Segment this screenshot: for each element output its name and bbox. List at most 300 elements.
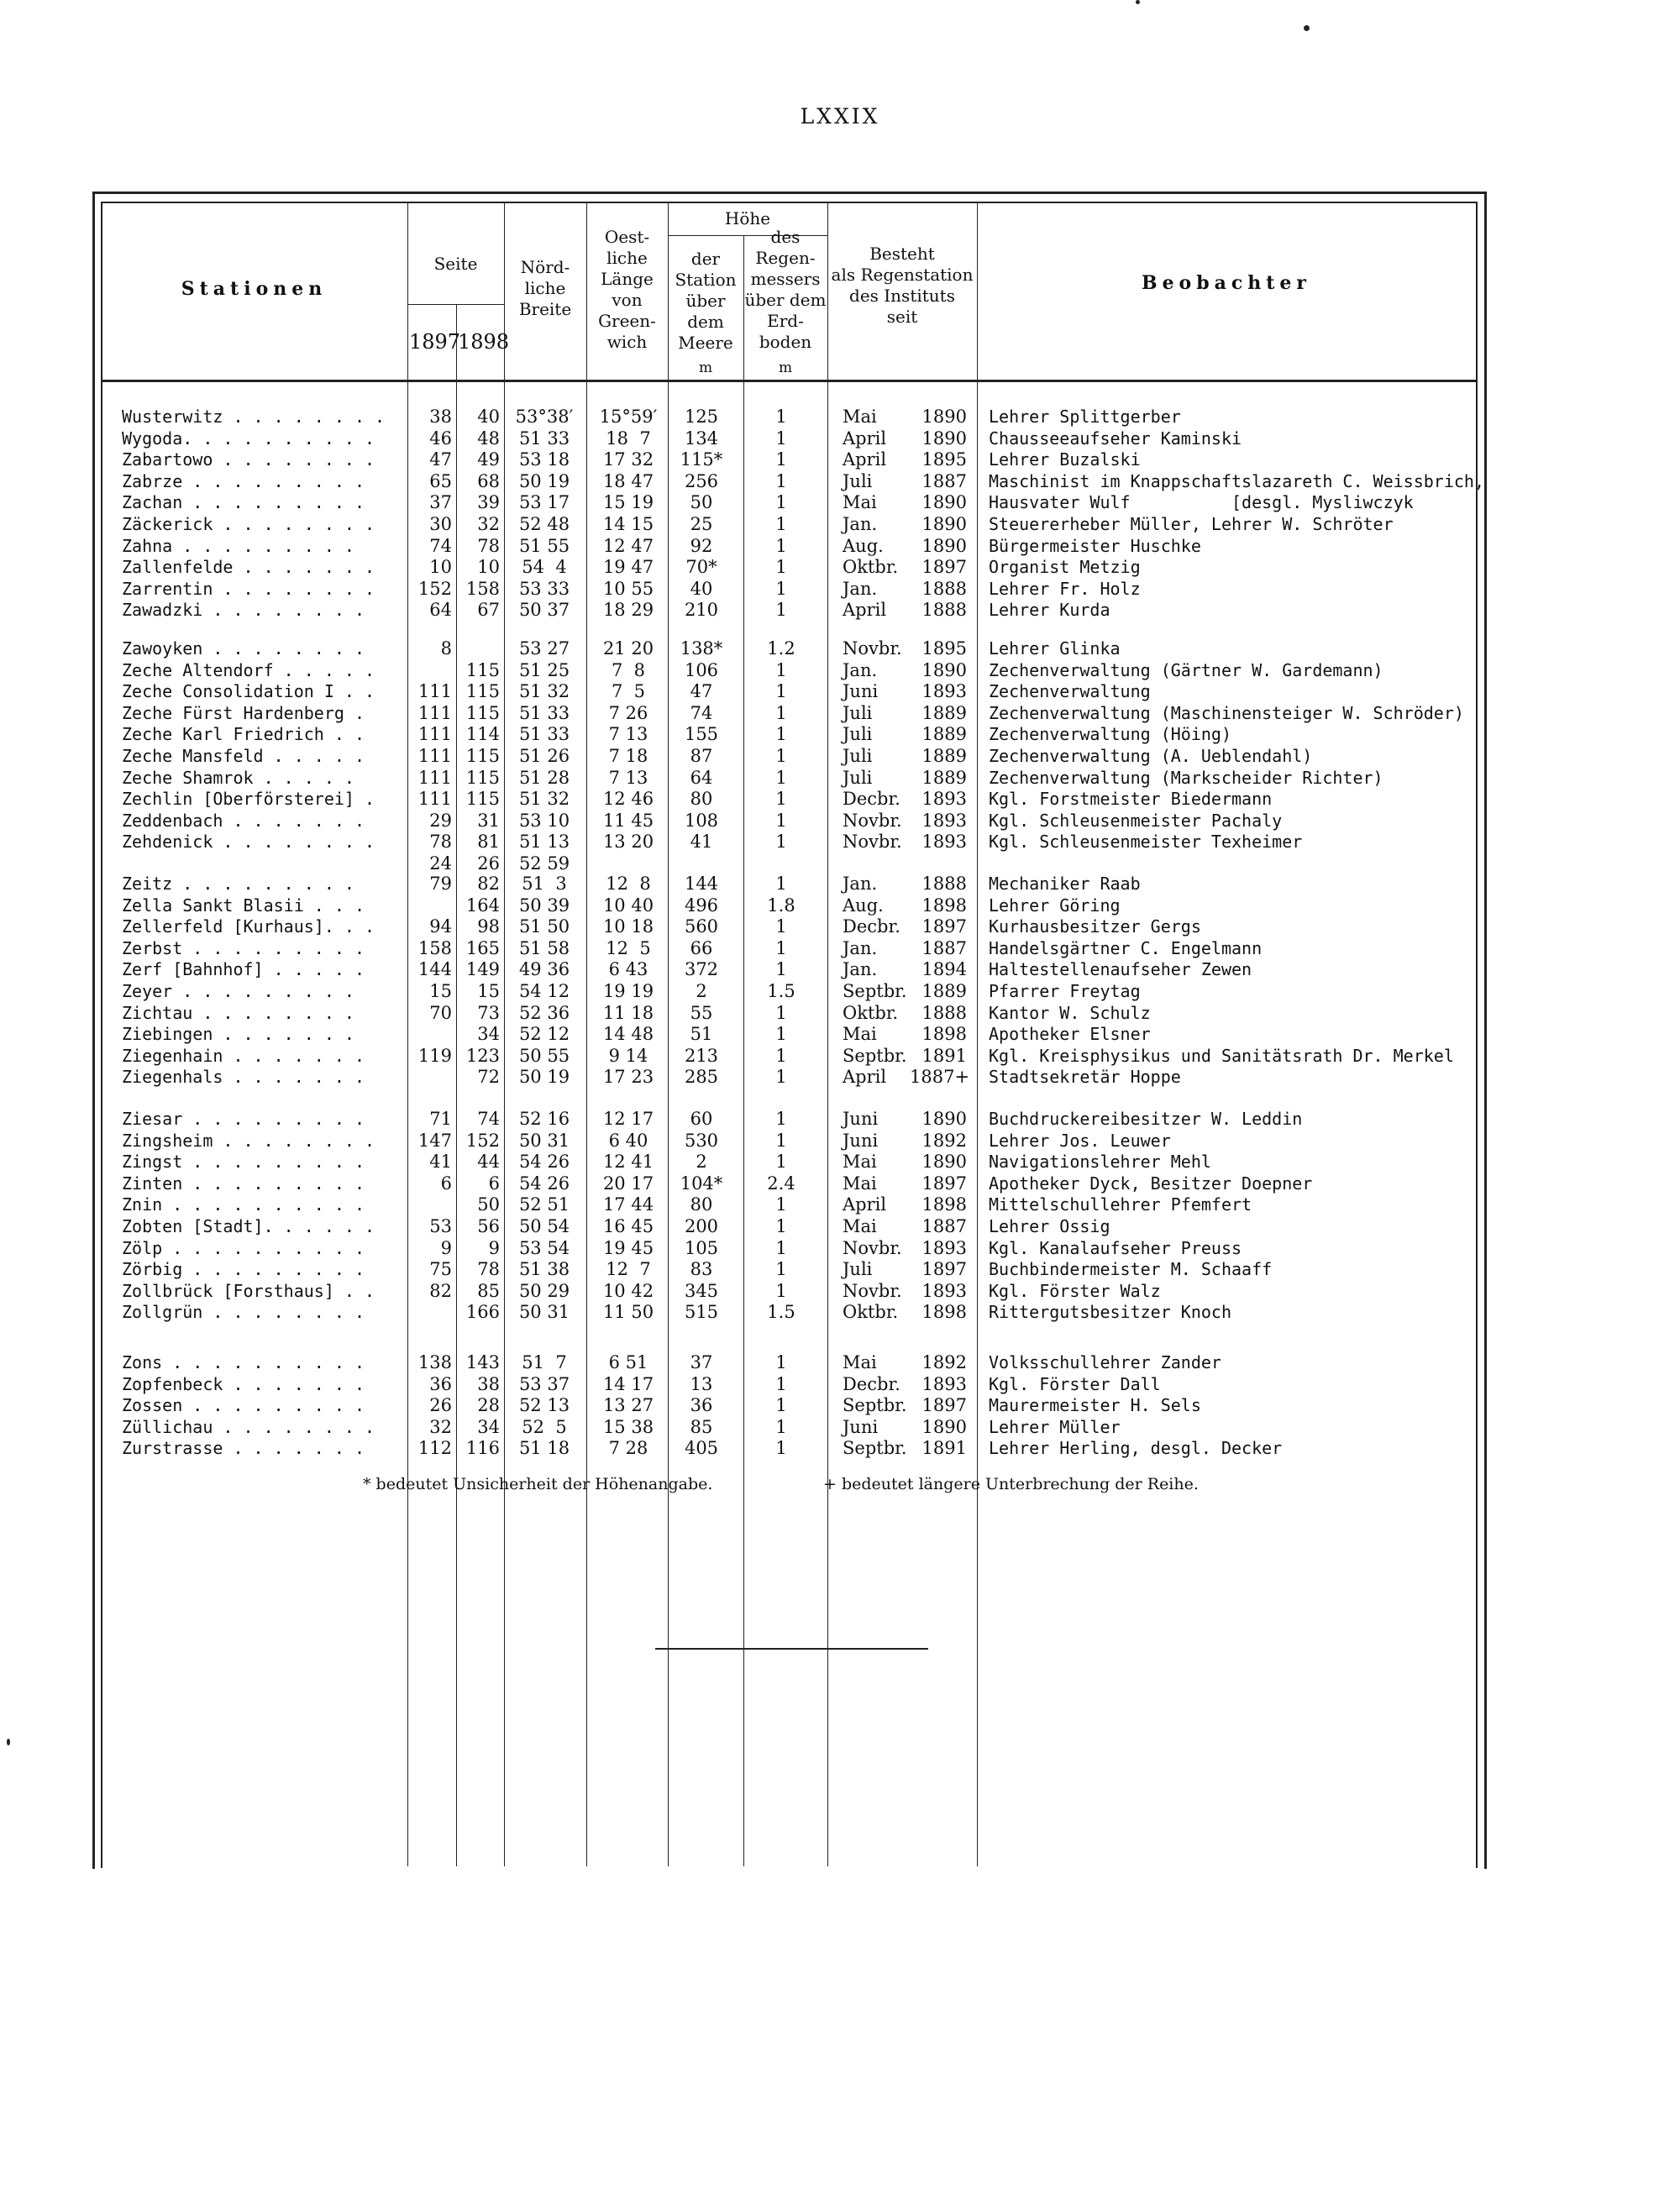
cell-hre: 1 [775, 1216, 787, 1236]
footnote-asterisk: * bedeutet Unsicherheit der Höhenangabe. [363, 1475, 713, 1493]
cell-obs: Kgl. Förster Walz [989, 1280, 1161, 1301]
cell-obs: Kgl. Kreisphysikus und Sanitätsrath Dr. Merkel [989, 1045, 1454, 1066]
cell-hre: 1 [775, 1194, 787, 1215]
header-year-1898: 1898 [458, 330, 510, 354]
cell-mon: Juni [843, 1130, 879, 1151]
unit-regen-m: m [778, 359, 793, 376]
cell-lat: 53 37 [518, 1373, 570, 1394]
cell-mon: April [843, 1067, 887, 1088]
cell-s97: 144 [417, 959, 452, 980]
table-row [0, 600, 1680, 621]
cell-yr: 1897 [921, 1173, 967, 1194]
cell-lat: 54 12 [518, 981, 570, 1001]
cell-mon: Septbr. [843, 1395, 907, 1416]
cell-s98: 56 [477, 1216, 500, 1236]
cell-lon: 7 13 [608, 767, 648, 788]
cell-s97: 46 [429, 428, 452, 449]
cell-yr: 1887+ [910, 1067, 970, 1088]
cell-hst: 2 [696, 981, 707, 1001]
cell-s98: 98 [477, 916, 500, 937]
cell-s97: 74 [429, 535, 452, 556]
cell-lat: 51 3 [522, 874, 567, 894]
cell-mon: Aug. [843, 535, 884, 556]
cell-mon: Mai [843, 1173, 877, 1194]
table-row [0, 1216, 1680, 1237]
cell-s97: 38 [429, 407, 452, 427]
cell-s98: 31 [477, 810, 500, 831]
cell-hst: 144 [684, 874, 719, 894]
cell-yr: 1890 [921, 1152, 967, 1173]
cell-yr: 1897 [921, 1395, 967, 1416]
cell-lon: 13 20 [602, 832, 654, 853]
cell-name: Zehdenick . . . . . . . . [122, 832, 375, 853]
cell-name: Wygoda. . . . . . . . . . [122, 428, 375, 449]
cell-lat: 52 51 [518, 1194, 570, 1215]
table-row [0, 1281, 1680, 1302]
cell-hst: 25 [690, 514, 713, 534]
cell-mon: Juli [843, 767, 873, 788]
cell-yr: 1888 [921, 578, 967, 599]
cell-s98: 165 [465, 937, 500, 958]
cell-hre: 1 [775, 407, 787, 427]
cell-hre: 1 [775, 874, 787, 894]
cell-lon: 21 20 [602, 638, 654, 659]
cell-name: Zopfenbeck . . . . . . . [122, 1373, 365, 1394]
cell-lat: 51 7 [522, 1352, 567, 1372]
cell-mon: Novbr. [843, 638, 902, 659]
cell-s98: 28 [477, 1395, 500, 1416]
cell-hre: 1.5 [767, 981, 795, 1001]
table-row [0, 1131, 1680, 1152]
cell-lat: 53 33 [518, 578, 570, 599]
table-row [0, 557, 1680, 578]
cell-yr: 1894 [921, 959, 967, 980]
cell-lon: 10 18 [602, 916, 654, 937]
cell-obs: Mechaniker Raab [989, 874, 1141, 894]
cell-mon: Jan. [843, 959, 878, 980]
cell-s97: 78 [429, 832, 452, 853]
cell-mon: Mai [843, 1352, 877, 1372]
cell-lat: 51 33 [518, 702, 570, 723]
cell-yr: 1893 [921, 1280, 967, 1301]
cell-name: Zossen . . . . . . . . . [122, 1395, 365, 1416]
cell-hst: 87 [690, 746, 713, 766]
cell-mon: April [843, 428, 887, 449]
cell-yr: 1897 [921, 1259, 967, 1280]
cell-hre: 1 [775, 1259, 787, 1280]
cell-obs: Kgl. Kanalaufseher Preuss [989, 1237, 1242, 1258]
cell-yr: 1890 [921, 428, 967, 449]
cell-obs: Apotheker Elsner [989, 1024, 1151, 1045]
cell-s98: 40 [477, 407, 500, 427]
cell-mon: Jan. [843, 659, 878, 680]
table-row [0, 703, 1680, 724]
cell-s97: 64 [429, 600, 452, 621]
cell-yr: 1889 [921, 981, 967, 1001]
cell-hre: 1 [775, 428, 787, 449]
table-row [0, 579, 1680, 600]
cell-hst: 155 [684, 724, 719, 745]
cell-lat: 51 33 [518, 724, 570, 745]
cell-name: Zerbst . . . . . . . . . [122, 937, 365, 958]
cell-lat: 54 26 [518, 1152, 570, 1173]
cell-s97: 70 [429, 1002, 452, 1023]
cell-mon: Juli [843, 1259, 873, 1280]
cell-s97: 111 [417, 681, 452, 702]
table-row [0, 681, 1680, 702]
cell-hst: 80 [690, 1194, 713, 1215]
table-row [0, 789, 1680, 810]
cell-lat: 51 18 [518, 1438, 570, 1459]
cell-name: Zawadzki . . . . . . . . [122, 600, 365, 621]
cell-hre: 1 [775, 1438, 787, 1459]
cell-hre: 1.8 [767, 895, 795, 916]
cell-lat: 52 59 [518, 853, 570, 874]
cell-name: Wusterwitz . . . . . . . . [122, 407, 386, 427]
cell-hre: 1 [775, 1109, 787, 1129]
cell-lon: 6 43 [608, 959, 648, 980]
cell-hre: 1 [775, 702, 787, 723]
cell-hre: 1 [775, 1237, 787, 1258]
cell-mon: April [843, 449, 887, 470]
cell-hre: 1 [775, 724, 787, 745]
table-row [0, 724, 1680, 745]
cell-hst: 345 [684, 1280, 719, 1301]
cell-mon: Novbr. [843, 1237, 902, 1258]
cell-hst: 92 [690, 535, 713, 556]
cell-mon: Jan. [843, 937, 878, 958]
cell-lon: 12 47 [602, 535, 654, 556]
cell-s97: 111 [417, 702, 452, 723]
cell-name: Ziebingen . . . . . . . [122, 1024, 354, 1045]
cell-hre: 1 [775, 600, 787, 621]
cell-s97: 32 [429, 1416, 452, 1437]
cell-obs: Lehrer Fr. Holz [989, 578, 1141, 599]
cell-lat: 52 5 [522, 1416, 567, 1437]
cell-s97: 82 [429, 1280, 452, 1301]
cell-hst: 405 [684, 1438, 719, 1459]
cell-yr: 1898 [921, 1194, 967, 1215]
cell-hre: 1 [775, 492, 787, 513]
cell-mon: Mai [843, 1024, 877, 1045]
cell-lon: 10 42 [602, 1280, 654, 1301]
table-row [0, 811, 1680, 832]
cell-obs: Kurhausbesitzer Gergs [989, 916, 1201, 937]
cell-lat: 51 32 [518, 681, 570, 702]
cell-name: Zichtau . . . . . . . . [122, 1002, 354, 1023]
cell-mon: Mai [843, 407, 877, 427]
cell-obs: Kgl. Förster Dall [989, 1373, 1161, 1394]
cell-hst: 256 [684, 470, 719, 491]
cell-s97: 15 [429, 981, 452, 1001]
cell-lat: 53 17 [518, 492, 570, 513]
cell-obs: Lehrer Kurda [989, 600, 1110, 621]
cell-name: Zinten . . . . . . . . . [122, 1173, 365, 1194]
table-row [0, 1395, 1680, 1416]
cell-hre: 1 [775, 832, 787, 853]
cell-name: Zerf [Bahnhof] . . . . . [122, 959, 365, 980]
cell-s97: 10 [429, 557, 452, 578]
cell-hre: 1 [775, 767, 787, 788]
table-row [0, 1067, 1680, 1088]
cell-yr: 1889 [921, 702, 967, 723]
cell-s98: 115 [465, 746, 500, 766]
cell-lat: 53 54 [518, 1237, 570, 1258]
cell-hst: 125 [684, 407, 719, 427]
cell-hst: 213 [684, 1045, 719, 1066]
cell-lon: 19 47 [602, 557, 654, 578]
print-speck [1136, 0, 1140, 4]
table-row [0, 938, 1680, 959]
cell-s98: 39 [477, 492, 500, 513]
cell-s98: 166 [465, 1302, 500, 1323]
header-station-height: der Station über dem Meere [675, 249, 737, 353]
cell-hst: 200 [684, 1216, 719, 1236]
cell-hre: 1 [775, 557, 787, 578]
cell-lon: 17 23 [602, 1067, 654, 1088]
table-row [0, 407, 1680, 428]
cell-obs: Zechenverwaltung (Markscheider Richter) [989, 767, 1383, 788]
cell-obs: Kgl. Schleusenmeister Texheimer [989, 832, 1303, 853]
cell-name: Zarrentin . . . . . . . . [122, 578, 375, 599]
cell-yr: 1887 [921, 1216, 967, 1236]
cell-obs: Lehrer Göring [989, 895, 1121, 916]
cell-s98: 152 [465, 1130, 500, 1151]
cell-lon: 19 19 [602, 981, 654, 1001]
cell-lat: 53°38′ [515, 407, 574, 427]
cell-lon: 12 7 [606, 1259, 651, 1280]
cell-hre: 1 [775, 1416, 787, 1437]
cell-lon: 7 13 [608, 724, 648, 745]
cell-hre: 1 [775, 1130, 787, 1151]
cell-obs: Mittelschullehrer Pfemfert [989, 1194, 1252, 1215]
cell-yr: 1888 [921, 1002, 967, 1023]
cell-hre: 1 [775, 1024, 787, 1045]
cell-obs: Zechenverwaltung [989, 681, 1151, 702]
cell-name: Zingst . . . . . . . . . [122, 1152, 365, 1173]
cell-hst: 55 [690, 1002, 713, 1023]
cell-mon: Oktbr. [843, 1302, 899, 1323]
print-speck [1304, 25, 1310, 31]
cell-s97: 111 [417, 767, 452, 788]
cell-s98: 73 [477, 1002, 500, 1023]
cell-name: Zeche Altendorf . . . . . [122, 659, 375, 680]
cell-mon: Jan. [843, 578, 878, 599]
cell-yr: 1897 [921, 557, 967, 578]
cell-hre: 1 [775, 1352, 787, 1372]
cell-hre: 1 [775, 1067, 787, 1088]
cell-lon: 15°59′ [599, 407, 658, 427]
cell-hre: 1 [775, 470, 787, 491]
cell-s97: 111 [417, 789, 452, 810]
cell-s98: 143 [465, 1352, 500, 1372]
cell-s97: 71 [429, 1109, 452, 1129]
cell-hst: 106 [684, 659, 719, 680]
cell-yr: 1891 [921, 1438, 967, 1459]
cell-s98: 158 [465, 578, 500, 599]
cell-hst: 115* [680, 449, 723, 470]
table-row [0, 1259, 1680, 1280]
cell-lon: 18 29 [602, 600, 654, 621]
cell-lat: 50 37 [518, 600, 570, 621]
cell-yr: 1893 [921, 789, 967, 810]
cell-yr: 1889 [921, 724, 967, 745]
cell-obs: Lehrer Buzalski [989, 449, 1141, 470]
footnote-plus: + bedeutet längere Unterbrechung der Reihe. [823, 1475, 1199, 1493]
cell-yr: 1893 [921, 832, 967, 853]
cell-obs: Zechenverwaltung (Gärtner W. Gardemann) [989, 659, 1383, 680]
cell-s98: 72 [477, 1067, 500, 1088]
cell-lat: 51 58 [518, 937, 570, 958]
cell-mon: Oktbr. [843, 1002, 899, 1023]
cell-lon: 12 46 [602, 789, 654, 810]
cell-obs: Kgl. Schleusenmeister Pachaly [989, 810, 1283, 831]
cell-lat: 53 27 [518, 638, 570, 659]
cell-s97: 94 [429, 916, 452, 937]
header-hoehe: Höhe [724, 208, 771, 228]
cell-lat: 52 13 [518, 1395, 570, 1416]
cell-name: Zellerfeld [Kurhaus]. . . [122, 916, 375, 937]
cell-s98: 26 [477, 853, 500, 874]
cell-hst: 64 [690, 767, 713, 788]
cell-yr: 1891 [921, 1045, 967, 1066]
cell-name: Zahna . . . . . . . . . [122, 535, 354, 556]
table-row [0, 1173, 1680, 1194]
cell-lon: 7 18 [608, 746, 648, 766]
cell-hre: 1 [775, 578, 787, 599]
cell-yr: 1893 [921, 810, 967, 831]
cell-yr: 1890 [921, 535, 967, 556]
header-divider [101, 380, 1476, 382]
cell-s98: 50 [477, 1194, 500, 1215]
cell-mon: Mai [843, 1216, 877, 1236]
header-seite: Seite [433, 254, 478, 274]
cell-obs: Lehrer Glinka [989, 638, 1121, 659]
cell-hst: 74 [690, 702, 713, 723]
cell-lon: 14 48 [602, 1024, 654, 1045]
cell-lon: 11 45 [602, 810, 654, 831]
cell-mon: Juni [843, 1416, 879, 1437]
cell-hre: 1 [775, 1045, 787, 1066]
cell-name: Zörbig . . . . . . . . . [122, 1259, 365, 1280]
header-stationen: Stationen [181, 278, 328, 300]
cell-s97: 30 [429, 514, 452, 534]
cell-s98: 34 [477, 1024, 500, 1045]
cell-lat: 53 10 [518, 810, 570, 831]
table-row [0, 1438, 1680, 1459]
cell-obs: Zechenverwaltung (A. Ueblendahl) [989, 746, 1313, 766]
cell-name: Zölp . . . . . . . . . . [122, 1237, 365, 1258]
cell-name: Zawoyken . . . . . . . . [122, 638, 365, 659]
cell-obs: Maschinist im Knappschaftslazareth C. Weissbrich, [989, 470, 1485, 491]
cell-name: Zons . . . . . . . . . . [122, 1352, 365, 1372]
cell-obs: Kgl. Forstmeister Biedermann [989, 789, 1273, 810]
header-besteht-seit: Besteht als Regenstation des Instituts seit [831, 244, 974, 327]
cell-mon: Juli [843, 724, 873, 745]
cell-lat: 52 12 [518, 1024, 570, 1045]
table-row [0, 492, 1680, 513]
cell-lat: 50 54 [518, 1216, 570, 1236]
cell-name: Zurstrasse . . . . . . . [122, 1438, 365, 1459]
cell-lon: 9 14 [608, 1045, 648, 1066]
cell-s98: 48 [477, 428, 500, 449]
cell-s97: 138 [417, 1352, 452, 1372]
cell-s98: 74 [477, 1109, 500, 1129]
cell-s98: 116 [465, 1438, 500, 1459]
cell-yr: 1889 [921, 746, 967, 766]
cell-hre: 1 [775, 449, 787, 470]
cell-hre: 1 [775, 659, 787, 680]
cell-s97: 158 [417, 937, 452, 958]
cell-s98: 32 [477, 514, 500, 534]
table-row [0, 1194, 1680, 1215]
cell-s97: 8 [440, 638, 452, 659]
cell-s98: 115 [465, 702, 500, 723]
cell-s97: 111 [417, 724, 452, 745]
cell-hst: 496 [684, 895, 719, 916]
cell-s97: 65 [429, 470, 452, 491]
cell-hst: 560 [684, 916, 719, 937]
cell-hre: 1 [775, 789, 787, 810]
cell-hre: 1 [775, 916, 787, 937]
cell-s97: 152 [417, 578, 452, 599]
cell-yr: 1890 [921, 1109, 967, 1129]
cell-s98: 115 [465, 789, 500, 810]
cell-s98: 38 [477, 1373, 500, 1394]
cell-yr: 1898 [921, 1024, 967, 1045]
cell-name: Ziegenhain . . . . . . . [122, 1045, 365, 1066]
cell-hst: 108 [684, 810, 719, 831]
cell-s98: 6 [488, 1173, 500, 1194]
cell-yr: 1887 [921, 470, 967, 491]
cell-hre: 1 [775, 959, 787, 980]
cell-mon: Novbr. [843, 810, 902, 831]
cell-lat: 51 13 [518, 832, 570, 853]
table-row [0, 428, 1680, 449]
cell-hre: 1 [775, 810, 787, 831]
cell-s98: 10 [477, 557, 500, 578]
cell-lon: 12 5 [606, 937, 651, 958]
cell-hst: 60 [690, 1109, 713, 1129]
table-row [0, 1374, 1680, 1395]
cell-yr: 1888 [921, 874, 967, 894]
table-row [0, 1003, 1680, 1024]
cell-s97: 36 [429, 1373, 452, 1394]
cell-mon: Juli [843, 470, 873, 491]
page-number: LXXIX [800, 104, 880, 129]
cell-lon: 10 55 [602, 578, 654, 599]
table-row [0, 895, 1680, 916]
cell-hst: 13 [690, 1373, 713, 1394]
cell-obs: Bürgermeister Huschke [989, 535, 1201, 556]
cell-lon: 17 44 [602, 1194, 654, 1215]
cell-obs: Rittergutsbesitzer Knoch [989, 1302, 1231, 1323]
cell-name: Zeche Shamrok . . . . . [122, 767, 354, 788]
cell-s97: 9 [440, 1237, 452, 1258]
cell-lon: 11 50 [602, 1302, 654, 1323]
cell-s98: 49 [477, 449, 500, 470]
cell-mon: Mai [843, 1152, 877, 1173]
cell-mon: Juni [843, 1109, 879, 1129]
cell-hst: 80 [690, 789, 713, 810]
cell-lat: 49 36 [518, 959, 570, 980]
cell-mon: Decbr. [843, 789, 900, 810]
cell-s98: 164 [465, 895, 500, 916]
cell-hst: 83 [690, 1259, 713, 1280]
cell-lon: 7 8 [611, 659, 646, 680]
cell-name: Zachan . . . . . . . . . [122, 492, 365, 513]
cell-name: Zollgrün . . . . . . . . [122, 1302, 365, 1323]
